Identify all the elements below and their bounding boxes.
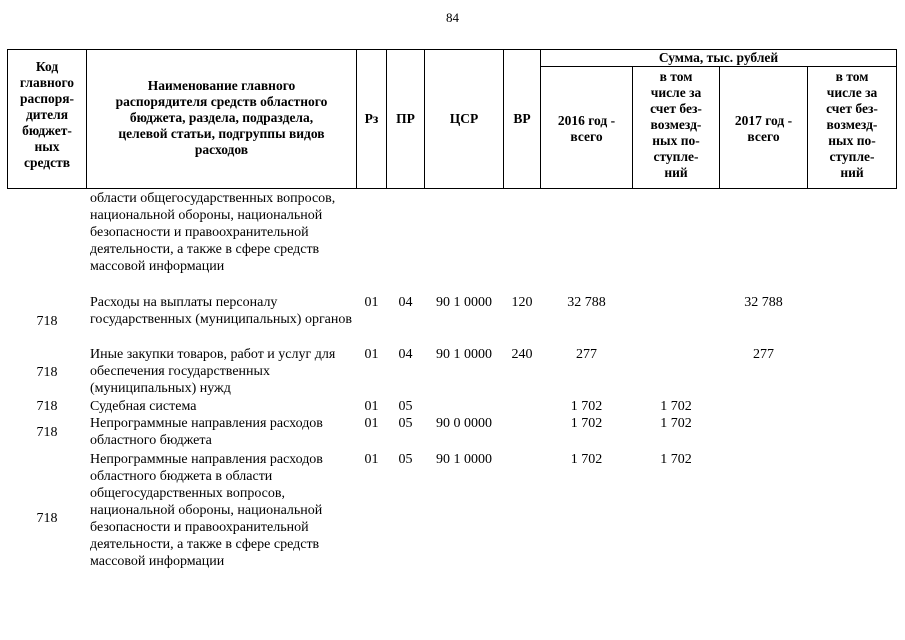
header-2017-total: 2017 год - всего <box>734 113 793 144</box>
row-sum-2016: 1 702 <box>570 452 603 467</box>
row-code: 718 <box>36 511 58 526</box>
row-rz: 01 <box>364 416 379 431</box>
row-csr: 90 0 0000 <box>436 416 492 431</box>
row-name: области общегосударственных вопросов, национальной обороны, национальной безопасности и правоохранительной деятельности, а также в сфере средств массовой информации <box>90 191 336 274</box>
row-name: Судебная система <box>90 399 197 414</box>
header-rz: Рз <box>364 111 379 126</box>
row-name: Непрограммные направления расходов областного бюджета в области общегосударственных вопросов, национальной обороны, национальной безопасности и правоохранительной деятельности, а также в сфере средств массовой информации <box>90 452 323 569</box>
row-name: Непрограммные направления расходов областного бюджета <box>90 416 323 448</box>
header-2017-free: в том числе за счет без- возмезд- ных по- ступле- ний <box>826 69 878 180</box>
row-sum-2016-free: 1 702 <box>660 452 692 467</box>
header-name: Наименование главного распорядителя средств областного бюджета, раздела, подраздела, целевой статьи, подгруппы видов расходов <box>115 78 328 157</box>
header-2016-free: в том числе за счет без- возмезд- ных по- ступле- ний <box>650 69 702 180</box>
row-code: 718 <box>36 314 58 329</box>
row-code: 718 <box>36 399 58 414</box>
row-pr: 05 <box>398 452 413 467</box>
row-code: 718 <box>36 365 58 380</box>
row-pr: 04 <box>398 295 413 310</box>
row-code: 718 <box>36 425 58 440</box>
row-rz: 01 <box>364 295 379 310</box>
row-name: Расходы на выплаты персоналу государственных (муниципальных) органов <box>90 295 353 327</box>
row-rz: 01 <box>364 452 379 467</box>
row-csr: 90 1 0000 <box>436 452 492 467</box>
row-csr: 90 1 0000 <box>436 347 492 362</box>
row-sum-2016: 277 <box>576 347 597 362</box>
header-vr: ВР <box>513 111 531 126</box>
row-sum-2017: 32 788 <box>744 295 783 310</box>
row-sum-2016: 32 788 <box>567 295 606 310</box>
row-sum-2016: 1 702 <box>570 416 603 431</box>
row-sum-2016: 1 702 <box>570 399 603 414</box>
row-vr: 240 <box>511 347 533 362</box>
row-csr: 90 1 0000 <box>436 295 492 310</box>
header-csr: ЦСР <box>449 111 479 126</box>
row-sum-2017: 277 <box>753 347 774 362</box>
row-pr: 05 <box>398 399 413 414</box>
row-sum-2016-free: 1 702 <box>660 399 692 414</box>
row-name: Иные закупки товаров, работ и услуг для обеспечения государственных (муниципальных) нужд <box>90 347 336 396</box>
header-sum: Сумма, тыс. рублей <box>658 50 779 65</box>
row-rz: 01 <box>364 399 379 414</box>
header-code: Код главного распоря- дителя бюджет- ных средств <box>19 59 75 170</box>
header-2016-total: 2016 год - всего <box>557 113 616 144</box>
row-pr: 04 <box>398 347 413 362</box>
page-number: 84 <box>446 10 459 25</box>
row-vr: 120 <box>511 295 533 310</box>
row-sum-2016-free: 1 702 <box>660 416 692 431</box>
row-rz: 01 <box>364 347 379 362</box>
header-pr: ПР <box>396 111 415 126</box>
row-pr: 05 <box>398 416 413 431</box>
